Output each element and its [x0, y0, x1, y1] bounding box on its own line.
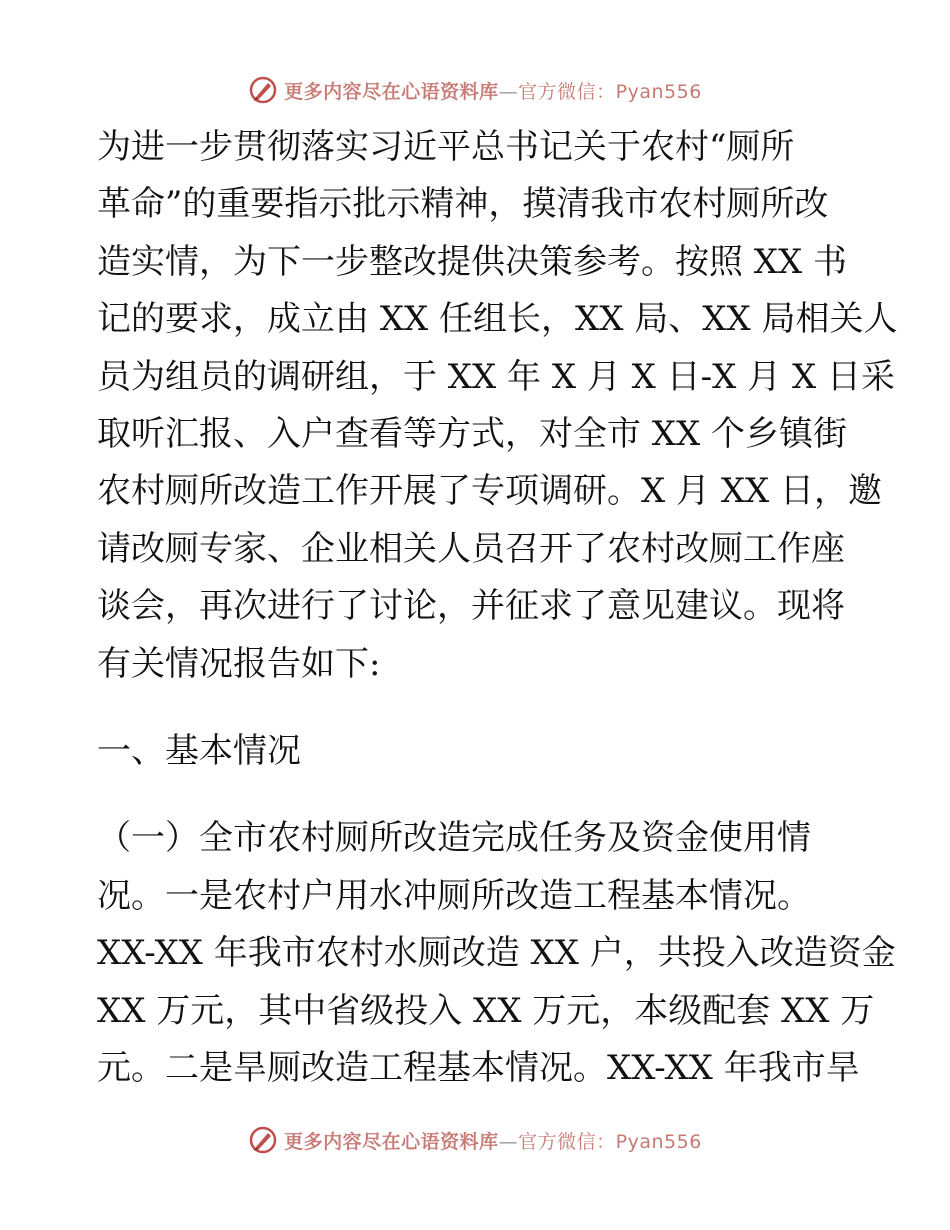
- paragraph-line: 为进一步贯彻落实习近平总书记关于农村“厕所: [97, 127, 795, 167]
- watermark-dash: —: [498, 1130, 519, 1153]
- pen-logo-icon: [248, 1125, 278, 1155]
- paragraph-line: 谈会，再次进行了讨论，并征求了意见建议。现将: [97, 586, 845, 627]
- paragraph-line: 农村厕所改造工作开展了专项调研。X 月 XX 日，邀: [97, 471, 883, 512]
- watermark-brand: 更多内容尽在心语资料库: [284, 1130, 499, 1153]
- section-heading: 一、基本情况: [97, 731, 301, 772]
- paragraph-line: 记的要求，成立由 XX 任组长，XX 局、XX 局相关人: [97, 299, 898, 340]
- paragraph-line: 况。一是农村户用水冲厕所改造工程基本情况。: [97, 875, 811, 916]
- paragraph-line: 员为组员的调研组，于 XX 年 X 月 X 日-X 月 X 日采: [97, 356, 895, 397]
- header-watermark: [0, 73, 950, 107]
- watermark-text: [284, 1127, 702, 1154]
- watermark-brand: 更多内容尽在心语资料库: [284, 80, 499, 103]
- document-body: [97, 119, 898, 1098]
- watermark-dash: —: [498, 80, 519, 103]
- paragraph-line: XX 万元，其中省级投入 XX 万元，本级配套 XX 万: [97, 990, 875, 1031]
- intro-paragraph: [97, 119, 898, 693]
- paragraph-line: （一）全市农村厕所改造完成任务及资金使用情: [97, 818, 811, 859]
- paragraph-line: 有关情况报告如下:: [97, 643, 381, 684]
- paragraph-line: 革命”的重要指示批示精神，摸清我市农村厕所改: [97, 184, 829, 225]
- pen-logo-icon: [248, 75, 278, 105]
- paragraph-line: 造实情，为下一步整改提供决策参考。按照 XX 书: [97, 241, 848, 282]
- paragraph-line: 取听汇报、入户查看等方式，对全市 XX 个乡镇街: [97, 414, 848, 455]
- paragraph-line: 请改厕专家、企业相关人员召开了农村改厕工作座: [97, 528, 845, 569]
- footer-watermark: [0, 1123, 950, 1157]
- section-paragraph: [97, 810, 896, 1097]
- watermark-contact: 官方微信：Pyan556: [518, 1130, 702, 1153]
- paragraph-line: XX-XX 年我市农村水厕改造 XX 户，共投入改造资金: [97, 933, 896, 974]
- paragraph-line: 元。二是旱厕改造工程基本情况。XX-XX 年我市旱: [97, 1048, 860, 1089]
- watermark-text: [284, 77, 702, 104]
- watermark-contact: 官方微信：Pyan556: [518, 80, 702, 103]
